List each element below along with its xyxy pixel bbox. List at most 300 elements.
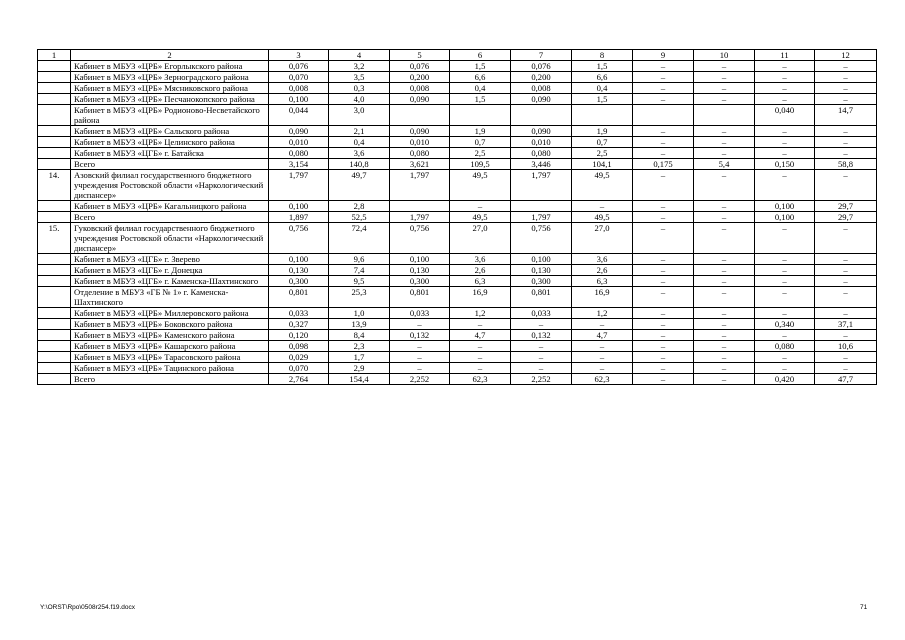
- cell-value: –: [694, 137, 755, 148]
- cell-value: –: [815, 94, 877, 105]
- table-body: [38, 50, 877, 385]
- cell-value: 3,6: [572, 254, 633, 265]
- row-number: [38, 265, 71, 276]
- row-number: [38, 374, 71, 385]
- cell-value: 0,090: [269, 126, 329, 137]
- cell-value: 0,200: [511, 72, 572, 83]
- cell-value: –: [572, 341, 633, 352]
- cell-value: 1,797: [390, 170, 450, 201]
- cell-value: 0,044: [269, 105, 329, 126]
- table-row: [38, 212, 877, 223]
- cell-value: –: [815, 265, 877, 276]
- cell-value: 0,4: [572, 83, 633, 94]
- cell-value: 0,076: [511, 61, 572, 72]
- cell-value: 0,4: [450, 83, 511, 94]
- cell-value: 0,801: [511, 287, 572, 308]
- table-row: [38, 330, 877, 341]
- cell-value: 0,080: [269, 148, 329, 159]
- cell-value: –: [511, 363, 572, 374]
- table-row: [38, 363, 877, 374]
- row-label: Кабинет в МБУЗ «ЦРБ» Родионово-Несветайского района: [71, 105, 269, 126]
- table-row: [38, 148, 877, 159]
- cell-value: 0,080: [511, 148, 572, 159]
- cell-value: 0,300: [269, 276, 329, 287]
- cell-value: 3,154: [269, 159, 329, 170]
- cell-value: 16,9: [572, 287, 633, 308]
- cell-value: 2,9: [329, 363, 390, 374]
- cell-value: 47,7: [815, 374, 877, 385]
- cell-value: 0,090: [390, 94, 450, 105]
- column-number: 6: [450, 50, 511, 61]
- row-label: Кабинет в МБУЗ «ЦРБ» Егорлыкского района: [71, 61, 269, 72]
- row-label: Кабинет в МБУЗ «ЦРБ» Миллеровского района: [71, 308, 269, 319]
- cell-value: 0,200: [390, 72, 450, 83]
- cell-value: –: [633, 61, 694, 72]
- cell-value: 14,7: [815, 105, 877, 126]
- cell-value: 0,150: [755, 159, 815, 170]
- cell-value: 2,3: [329, 341, 390, 352]
- cell-value: [511, 201, 572, 212]
- cell-value: –: [815, 254, 877, 265]
- cell-value: 1,2: [450, 308, 511, 319]
- cell-value: 1,797: [390, 212, 450, 223]
- cell-value: –: [815, 83, 877, 94]
- cell-value: 29,7: [815, 212, 877, 223]
- cell-value: 10,6: [815, 341, 877, 352]
- cell-value: 104,1: [572, 159, 633, 170]
- cell-value: 52,5: [329, 212, 390, 223]
- cell-value: 3,6: [450, 254, 511, 265]
- cell-value: –: [755, 265, 815, 276]
- cell-value: 0,327: [269, 319, 329, 330]
- cell-value: –: [633, 265, 694, 276]
- cell-value: –: [572, 201, 633, 212]
- table-row: [38, 308, 877, 319]
- cell-value: –: [815, 287, 877, 308]
- cell-value: 0,040: [755, 105, 815, 126]
- cell-value: 72,4: [329, 223, 390, 254]
- cell-value: –: [694, 308, 755, 319]
- cell-value: 4,0: [329, 94, 390, 105]
- cell-value: 3,446: [511, 159, 572, 170]
- cell-value: –: [755, 223, 815, 254]
- cell-value: –: [815, 170, 877, 201]
- cell-value: –: [755, 83, 815, 94]
- table-row: [38, 374, 877, 385]
- cell-value: –: [694, 72, 755, 83]
- table-row: [38, 341, 877, 352]
- cell-value: [450, 105, 511, 126]
- cell-value: 25,3: [329, 287, 390, 308]
- cell-value: –: [755, 363, 815, 374]
- table-row: [38, 201, 877, 212]
- cell-value: 9,5: [329, 276, 390, 287]
- cell-value: –: [633, 212, 694, 223]
- table-row: [38, 352, 877, 363]
- cell-value: 58,8: [815, 159, 877, 170]
- row-number: [38, 287, 71, 308]
- cell-value: [390, 105, 450, 126]
- row-label: Кабинет в МБУЗ «ЦРБ» Тарасовского района: [71, 352, 269, 363]
- cell-value: 0,130: [269, 265, 329, 276]
- row-label: Кабинет в МБУЗ «ЦРБ» Каменского района: [71, 330, 269, 341]
- cell-value: 109,5: [450, 159, 511, 170]
- cell-value: 0,340: [755, 319, 815, 330]
- cell-value: –: [694, 319, 755, 330]
- cell-value: –: [450, 363, 511, 374]
- cell-value: –: [390, 363, 450, 374]
- cell-value: –: [755, 94, 815, 105]
- cell-value: [633, 105, 694, 126]
- cell-value: 0,100: [269, 254, 329, 265]
- cell-value: 5,4: [694, 159, 755, 170]
- cell-value: –: [694, 223, 755, 254]
- cell-value: 0,080: [390, 148, 450, 159]
- file-path: Y:\ORST\Rpo\0508r254.f19.docx: [40, 604, 136, 611]
- cell-value: 0,100: [390, 254, 450, 265]
- cell-value: 0,7: [450, 137, 511, 148]
- cell-value: 49,5: [450, 170, 511, 201]
- cell-value: –: [815, 126, 877, 137]
- cell-value: 1,9: [450, 126, 511, 137]
- row-label: Азовский филиал государственного бюджетного учреждения Ростовской области «Наркологический диспансер»: [71, 170, 269, 201]
- row-label: Кабинет в МБУЗ «ЦГБ» г. Донецка: [71, 265, 269, 276]
- table-row: [38, 126, 877, 137]
- cell-value: [390, 201, 450, 212]
- cell-value: 4,7: [450, 330, 511, 341]
- cell-value: [694, 105, 755, 126]
- table-row: [38, 105, 877, 126]
- cell-value: –: [633, 94, 694, 105]
- cell-value: –: [755, 126, 815, 137]
- row-number: [38, 352, 71, 363]
- cell-value: 1,5: [450, 94, 511, 105]
- cell-value: 1,797: [511, 170, 572, 201]
- column-number: 7: [511, 50, 572, 61]
- row-label: Всего: [71, 212, 269, 223]
- cell-value: –: [633, 287, 694, 308]
- cell-value: –: [755, 137, 815, 148]
- cell-value: 0,010: [269, 137, 329, 148]
- cell-value: 0,300: [511, 276, 572, 287]
- cell-value: 0,098: [269, 341, 329, 352]
- cell-value: 0,010: [390, 137, 450, 148]
- cell-value: 1,5: [450, 61, 511, 72]
- cell-value: 16,9: [450, 287, 511, 308]
- cell-value: 1,0: [329, 308, 390, 319]
- row-label: Кабинет в МБУЗ «ЦГБ» г. Зверево: [71, 254, 269, 265]
- cell-value: –: [815, 363, 877, 374]
- row-number: [38, 341, 71, 352]
- column-number: 8: [572, 50, 633, 61]
- cell-value: –: [633, 319, 694, 330]
- cell-value: –: [633, 363, 694, 374]
- column-number: 9: [633, 50, 694, 61]
- cell-value: –: [572, 363, 633, 374]
- cell-value: 154,4: [329, 374, 390, 385]
- cell-value: 0,008: [269, 83, 329, 94]
- cell-value: 49,5: [450, 212, 511, 223]
- cell-value: 0,4: [329, 137, 390, 148]
- column-number: 10: [694, 50, 755, 61]
- row-label: Кабинет в МБУЗ «ЦРБ» Тацинского района: [71, 363, 269, 374]
- cell-value: 0,100: [511, 254, 572, 265]
- cell-value: –: [511, 352, 572, 363]
- row-number: [38, 330, 71, 341]
- cell-value: –: [633, 254, 694, 265]
- cell-value: –: [694, 148, 755, 159]
- table-row: [38, 276, 877, 287]
- cell-value: 37,1: [815, 319, 877, 330]
- row-number: [38, 148, 71, 159]
- cell-value: 49,5: [572, 170, 633, 201]
- cell-value: 0,008: [511, 83, 572, 94]
- cell-value: 2,252: [390, 374, 450, 385]
- cell-value: –: [511, 341, 572, 352]
- cell-value: –: [633, 83, 694, 94]
- cell-value: 0,090: [390, 126, 450, 137]
- cell-value: 0,100: [755, 201, 815, 212]
- row-label: Кабинет в МБУЗ «ЦРБ» Мясниковского района: [71, 83, 269, 94]
- cell-value: 0,033: [390, 308, 450, 319]
- cell-value: 0,076: [390, 61, 450, 72]
- table-row: [38, 287, 877, 308]
- cell-value: –: [694, 363, 755, 374]
- cell-value: –: [694, 287, 755, 308]
- cell-value: 6,6: [450, 72, 511, 83]
- cell-value: –: [815, 223, 877, 254]
- cell-value: –: [755, 287, 815, 308]
- column-number: 2: [71, 50, 269, 61]
- cell-value: 0,100: [269, 201, 329, 212]
- table-row: [38, 254, 877, 265]
- cell-value: 1,2: [572, 308, 633, 319]
- row-number: [38, 254, 71, 265]
- table-row: [38, 94, 877, 105]
- cell-value: 0,3: [329, 83, 390, 94]
- cell-value: [572, 105, 633, 126]
- row-label: Кабинет в МБУЗ «ЦРБ» Кагальницкого района: [71, 201, 269, 212]
- cell-value: 0,801: [269, 287, 329, 308]
- cell-value: –: [755, 330, 815, 341]
- cell-value: 6,6: [572, 72, 633, 83]
- cell-value: –: [633, 201, 694, 212]
- cell-value: 0,132: [390, 330, 450, 341]
- cell-value: –: [755, 148, 815, 159]
- cell-value: –: [815, 276, 877, 287]
- row-number: [38, 72, 71, 83]
- cell-value: 6,3: [450, 276, 511, 287]
- cell-value: 3,6: [329, 148, 390, 159]
- row-label: Кабинет в МБУЗ «ЦРБ» Кашарского района: [71, 341, 269, 352]
- cell-value: –: [694, 265, 755, 276]
- data-table: [37, 49, 877, 385]
- table-row: [38, 265, 877, 276]
- cell-value: 3,5: [329, 72, 390, 83]
- cell-value: 3,0: [329, 105, 390, 126]
- row-number: [38, 61, 71, 72]
- cell-value: –: [755, 254, 815, 265]
- cell-value: 2,5: [572, 148, 633, 159]
- cell-value: 1,897: [269, 212, 329, 223]
- cell-value: 0,008: [390, 83, 450, 94]
- row-label: Кабинет в МБУЗ «ЦРБ» Сальского района: [71, 126, 269, 137]
- cell-value: 0,801: [390, 287, 450, 308]
- cell-value: –: [694, 201, 755, 212]
- cell-value: 0,090: [511, 94, 572, 105]
- table-row: [38, 159, 877, 170]
- row-number: [38, 94, 71, 105]
- cell-value: –: [633, 223, 694, 254]
- cell-value: 0,130: [511, 265, 572, 276]
- row-number: [38, 126, 71, 137]
- cell-value: –: [815, 61, 877, 72]
- row-label: Кабинет в МБУЗ «ЦРБ» Целинского района: [71, 137, 269, 148]
- cell-value: –: [815, 72, 877, 83]
- row-number: [38, 105, 71, 126]
- cell-value: –: [815, 352, 877, 363]
- cell-value: –: [633, 72, 694, 83]
- table-row: [38, 170, 877, 201]
- table-row: [38, 72, 877, 83]
- cell-value: –: [390, 319, 450, 330]
- cell-value: –: [633, 308, 694, 319]
- row-label: Всего: [71, 374, 269, 385]
- cell-value: –: [694, 330, 755, 341]
- cell-value: 4,7: [572, 330, 633, 341]
- row-number: 14.: [38, 170, 71, 201]
- cell-value: 29,7: [815, 201, 877, 212]
- cell-value: 0,080: [755, 341, 815, 352]
- cell-value: 1,9: [572, 126, 633, 137]
- cell-value: –: [815, 308, 877, 319]
- cell-value: [511, 105, 572, 126]
- cell-value: 7,4: [329, 265, 390, 276]
- cell-value: –: [633, 276, 694, 287]
- header-row: [38, 50, 877, 61]
- cell-value: 9,6: [329, 254, 390, 265]
- table-row: [38, 137, 877, 148]
- cell-value: –: [633, 170, 694, 201]
- cell-value: –: [633, 126, 694, 137]
- table-row: [38, 83, 877, 94]
- cell-value: 0,033: [269, 308, 329, 319]
- cell-value: 2,6: [450, 265, 511, 276]
- cell-value: –: [694, 94, 755, 105]
- cell-value: 49,5: [572, 212, 633, 223]
- cell-value: –: [755, 170, 815, 201]
- cell-value: –: [694, 126, 755, 137]
- cell-value: 6,3: [572, 276, 633, 287]
- cell-value: –: [694, 61, 755, 72]
- cell-value: –: [694, 341, 755, 352]
- cell-value: 0,076: [269, 61, 329, 72]
- row-label: Отделение в МБУЗ «ГБ № 1» г. Каменска-Шахтинского: [71, 287, 269, 308]
- row-label: Кабинет в МБУЗ «ЦГБ» г. Батайска: [71, 148, 269, 159]
- cell-value: –: [755, 72, 815, 83]
- cell-value: 0,132: [511, 330, 572, 341]
- cell-value: 0,120: [269, 330, 329, 341]
- cell-value: 0,070: [269, 72, 329, 83]
- cell-value: 0,070: [269, 363, 329, 374]
- cell-value: –: [390, 341, 450, 352]
- cell-value: 3,2: [329, 61, 390, 72]
- cell-value: –: [633, 148, 694, 159]
- cell-value: 0,100: [269, 94, 329, 105]
- cell-value: 0,420: [755, 374, 815, 385]
- row-label: Гуковский филиал государственного бюджетного учреждения Ростовской области «Наркологический диспансер»: [71, 223, 269, 254]
- row-number: [38, 137, 71, 148]
- cell-value: 1,797: [511, 212, 572, 223]
- cell-value: 0,756: [390, 223, 450, 254]
- column-number: 5: [390, 50, 450, 61]
- cell-value: –: [450, 352, 511, 363]
- cell-value: 0,130: [390, 265, 450, 276]
- column-number: 3: [269, 50, 329, 61]
- cell-value: 2,6: [572, 265, 633, 276]
- cell-value: 2,5: [450, 148, 511, 159]
- cell-value: 27,0: [572, 223, 633, 254]
- cell-value: –: [511, 319, 572, 330]
- cell-value: 1,5: [572, 61, 633, 72]
- cell-value: –: [694, 352, 755, 363]
- cell-value: 1,797: [269, 170, 329, 201]
- table-row: [38, 223, 877, 254]
- cell-value: –: [633, 137, 694, 148]
- cell-value: –: [450, 201, 511, 212]
- cell-value: 0,090: [511, 126, 572, 137]
- cell-value: –: [633, 341, 694, 352]
- cell-value: –: [633, 352, 694, 363]
- cell-value: –: [815, 137, 877, 148]
- row-label: Кабинет в МБУЗ «ЦРБ» Боковского района: [71, 319, 269, 330]
- column-number: 11: [755, 50, 815, 61]
- cell-value: –: [755, 352, 815, 363]
- cell-value: 8,4: [329, 330, 390, 341]
- cell-value: 2,252: [511, 374, 572, 385]
- cell-value: –: [572, 352, 633, 363]
- cell-value: –: [390, 352, 450, 363]
- column-number: 1: [38, 50, 71, 61]
- row-number: [38, 276, 71, 287]
- row-label: Кабинет в МБУЗ «ЦГБ» г. Каменска-Шахтинского: [71, 276, 269, 287]
- table-row: [38, 319, 877, 330]
- cell-value: 2,1: [329, 126, 390, 137]
- cell-value: 27,0: [450, 223, 511, 254]
- cell-value: 49,7: [329, 170, 390, 201]
- cell-value: 0,756: [269, 223, 329, 254]
- cell-value: 0,300: [390, 276, 450, 287]
- cell-value: –: [694, 374, 755, 385]
- cell-value: 140,8: [329, 159, 390, 170]
- column-number: 4: [329, 50, 390, 61]
- cell-value: –: [694, 170, 755, 201]
- row-number: [38, 308, 71, 319]
- column-number: 12: [815, 50, 877, 61]
- row-label: Кабинет в МБУЗ «ЦРБ» Зерноградского района: [71, 72, 269, 83]
- cell-value: –: [694, 254, 755, 265]
- cell-value: –: [450, 341, 511, 352]
- cell-value: 0,100: [755, 212, 815, 223]
- cell-value: –: [755, 276, 815, 287]
- cell-value: –: [572, 319, 633, 330]
- cell-value: –: [815, 330, 877, 341]
- cell-value: –: [633, 330, 694, 341]
- cell-value: –: [694, 83, 755, 94]
- row-label: Всего: [71, 159, 269, 170]
- cell-value: 13,9: [329, 319, 390, 330]
- cell-value: –: [450, 319, 511, 330]
